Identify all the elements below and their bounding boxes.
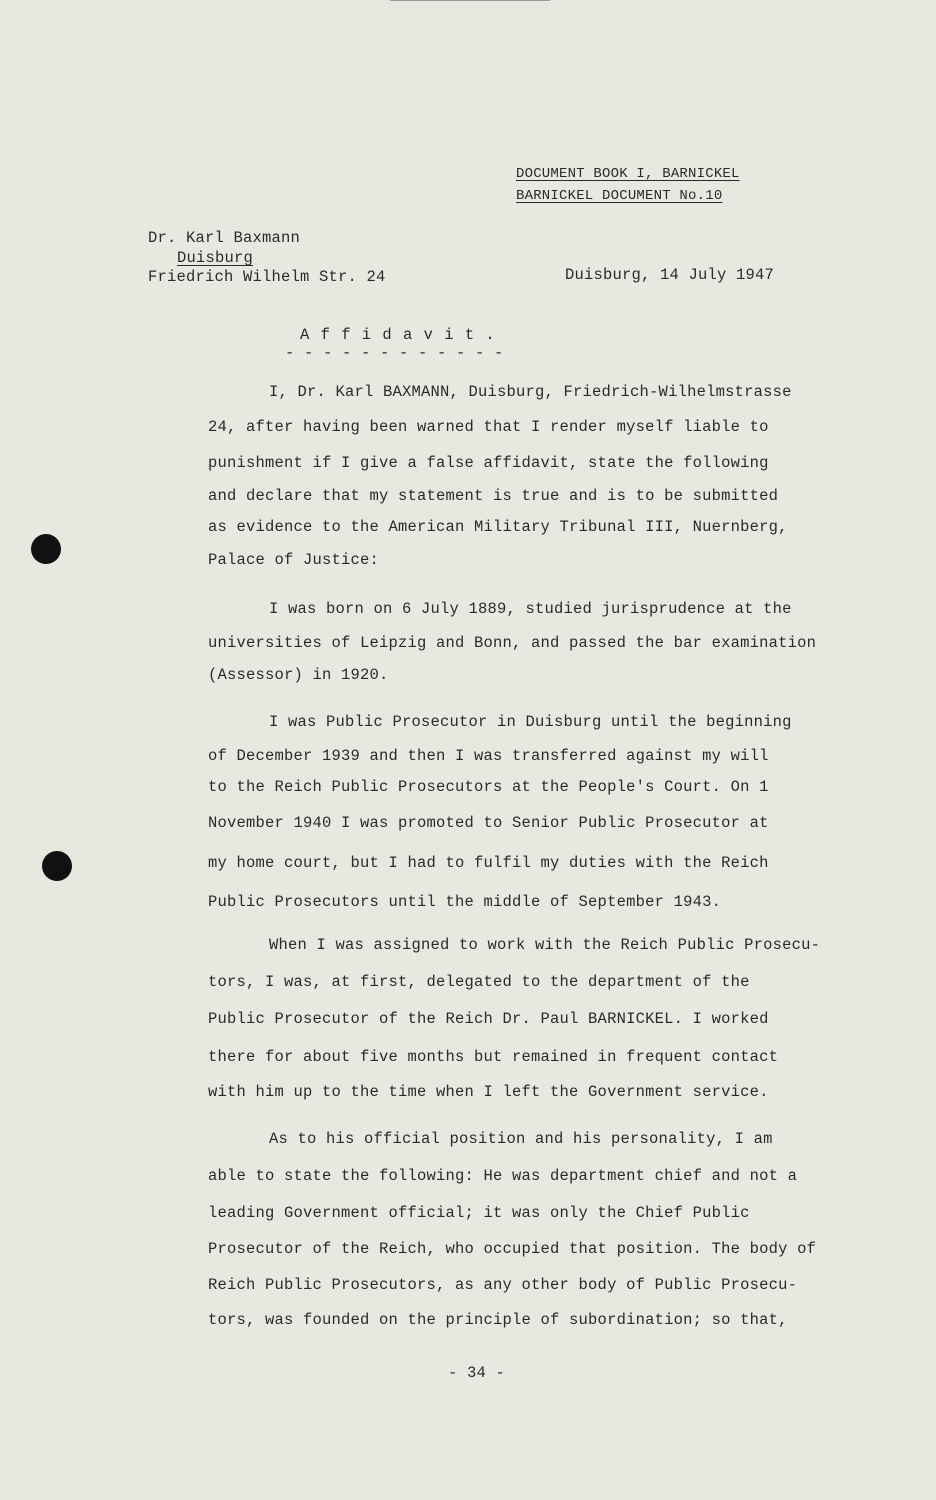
- paragraph-2-line: universities of Leipzig and Bonn, and passed the bar examination: [208, 634, 817, 652]
- paragraph-1-line: Palace of Justice:: [208, 551, 380, 569]
- document-number-label: BARNICKEL DOCUMENT No.10: [516, 188, 723, 204]
- paragraph-1-line: I, Dr. Karl BAXMANN, Duisburg, Friedrich-Wilhelmstrasse: [269, 383, 792, 401]
- punch-hole-lower: [42, 851, 72, 881]
- document-book-label: DOCUMENT BOOK I, BARNICKEL: [516, 166, 740, 182]
- paragraph-1-line: as evidence to the American Military Tribunal III, Nuernberg,: [208, 518, 788, 536]
- sender-city: Duisburg: [177, 249, 254, 267]
- paragraph-3-line: I was Public Prosecutor in Duisburg until the beginning: [269, 713, 792, 731]
- paragraph-3-line: my home court, but I had to fulfil my duties with the Reich: [208, 854, 769, 872]
- paragraph-3-line: November 1940 I was promoted to Senior Public Prosecutor at: [208, 814, 769, 832]
- paragraph-1-line: 24, after having been warned that I render myself liable to: [208, 418, 769, 436]
- letter-date: Duisburg, 14 July 1947: [565, 266, 775, 284]
- paragraph-3-line: to the Reich Public Prosecutors at the People's Court. On 1: [208, 778, 769, 796]
- paragraph-5-line: Reich Public Prosecutors, as any other body of Public Prosecu-: [208, 1276, 798, 1294]
- paragraph-4-line: When I was assigned to work with the Reich Public Prosecu-: [269, 936, 821, 954]
- paragraph-5-line: tors, was founded on the principle of subordination; so that,: [208, 1311, 788, 1329]
- sender-name: Dr. Karl Baxmann: [148, 229, 301, 247]
- paragraph-1-line: punishment if I give a false affidavit, state the following: [208, 454, 769, 472]
- paragraph-1-line: and declare that my statement is true and is to be submitted: [208, 487, 779, 505]
- paragraph-3-line: of December 1939 and then I was transferred against my will: [208, 747, 769, 765]
- paragraph-4-line: tors, I was, at first, delegated to the department of the: [208, 973, 750, 991]
- document-title: A f f i d a v i t .: [300, 326, 496, 344]
- paragraph-5-line: able to state the following: He was department chief and not a: [208, 1167, 798, 1185]
- paragraph-4-line: Public Prosecutor of the Reich Dr. Paul BARNICKEL. I worked: [208, 1010, 769, 1028]
- paragraph-4-line: with him up to the time when I left the Government service.: [208, 1083, 769, 1101]
- paragraph-3-line: Public Prosecutors until the middle of September 1943.: [208, 893, 722, 911]
- paragraph-5-line: Prosecutor of the Reich, who occupied that position. The body of: [208, 1240, 817, 1258]
- punch-hole-upper: [31, 534, 61, 564]
- sender-street: Friedrich Wilhelm Str. 24: [148, 268, 386, 286]
- paragraph-5-line: leading Government official; it was only the Chief Public: [208, 1204, 750, 1222]
- paragraph-4-line: there for about five months but remained in frequent contact: [208, 1048, 779, 1066]
- paragraph-2-line: (Assessor) in 1920.: [208, 666, 389, 684]
- top-edge-line: [390, 0, 550, 1]
- paragraph-2-line: I was born on 6 July 1889, studied jurisprudence at the: [269, 600, 792, 618]
- paragraph-5-line: As to his official position and his personality, I am: [269, 1130, 773, 1148]
- title-underline: - - - - - - - - - - - -: [285, 344, 504, 362]
- page-number: - 34 -: [448, 1364, 506, 1382]
